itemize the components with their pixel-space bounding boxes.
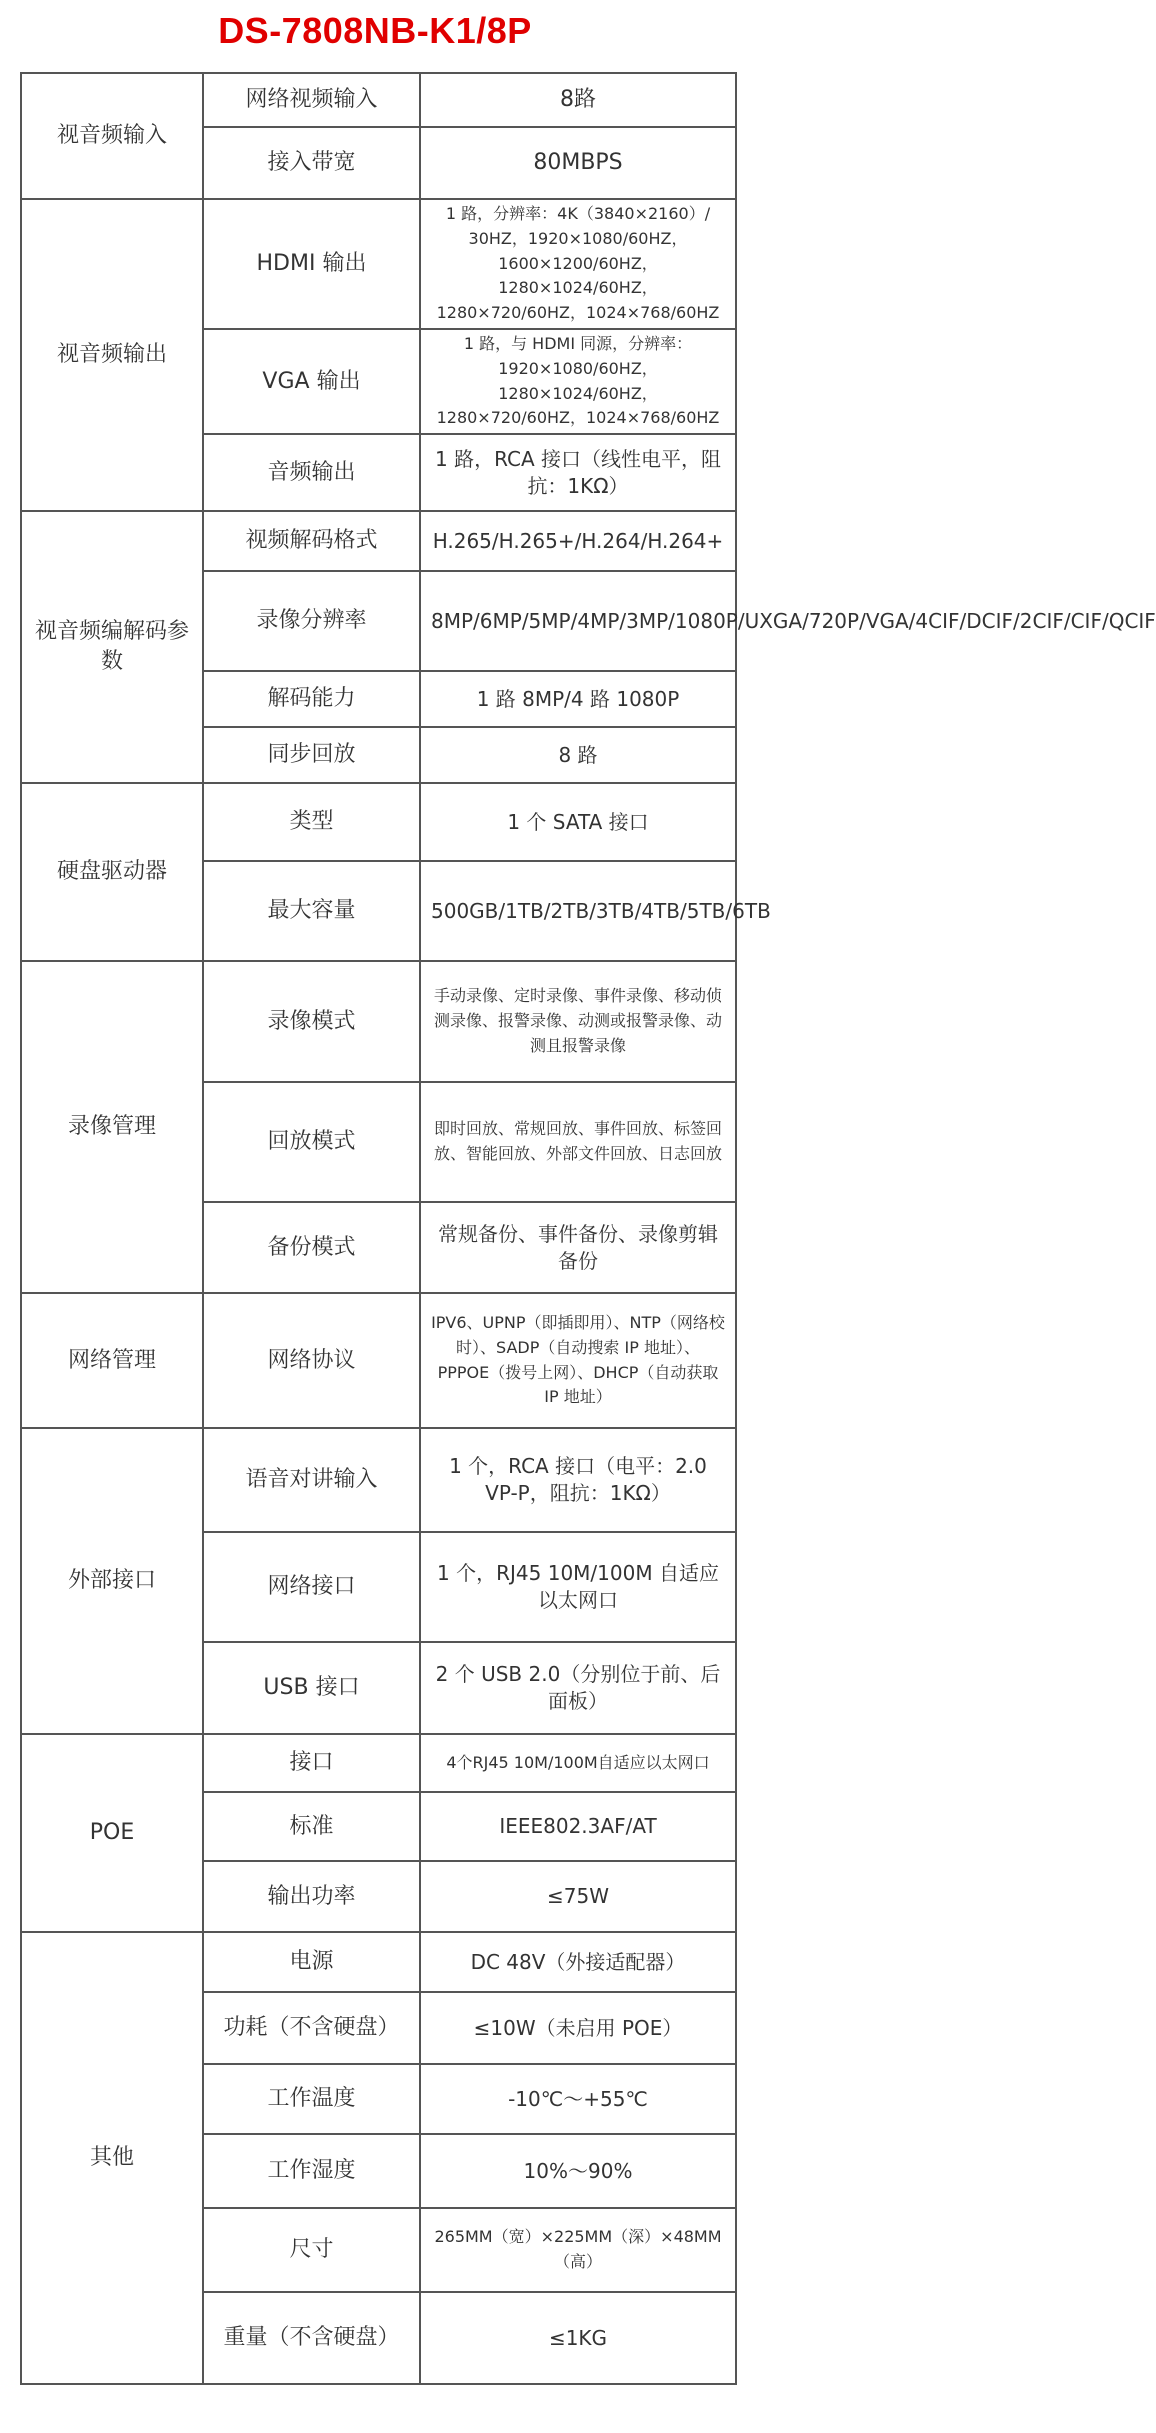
param-label: 类型 (203, 783, 420, 861)
table-row (21, 1734, 736, 1792)
param-value: 265MM（宽）×225MM（深）×48MM（高） (420, 2208, 736, 2292)
param-value: DC 48V（外接适配器） (420, 1932, 736, 1992)
param-label: 输出功率 (203, 1861, 420, 1932)
group-network-label: 网络管理 (21, 1293, 203, 1428)
param-label: 备份模式 (203, 1202, 420, 1293)
param-value: 1 路，分辨率：4K（3840×2160）/ 30HZ，1920×1080/60HZ，1600×1200/60HZ，1280×1024/60HZ，1280×720/60HZ，1024×768/60HZ (420, 199, 736, 329)
param-value: H.265/H.265+/H.264/H.264+ (420, 511, 736, 571)
group-codec-label: 视音频编解码参数 (21, 511, 203, 783)
param-label: 重量（不含硬盘） (203, 2292, 420, 2384)
group-external-label: 外部接口 (21, 1428, 203, 1734)
param-label: 接口 (203, 1734, 420, 1792)
group-av-output-label: 视音频输出 (21, 199, 203, 511)
param-label: 录像分辨率 (203, 571, 420, 671)
param-value: ≤1KG (420, 2292, 736, 2384)
table-row (21, 1932, 736, 1992)
param-value: IPV6、UPNP（即插即用）、NTP（网络校时）、SADP（自动搜索 IP 地址）、PPPOE（拨号上网）、DHCP（自动获取 IP 地址） (420, 1293, 736, 1428)
group-av-input-label: 视音频输入 (21, 73, 203, 199)
table-row (21, 199, 736, 329)
param-value: 8 路 (420, 727, 736, 783)
param-value: ≤75W (420, 1861, 736, 1932)
table-row (21, 1428, 736, 1532)
param-label: 最大容量 (203, 861, 420, 961)
param-label: 功耗（不含硬盘） (203, 1992, 420, 2064)
table-row (21, 961, 736, 1082)
param-value: 1 路，RCA 接口（线性电平，阻抗：1KΩ） (420, 434, 736, 511)
param-label: HDMI 输出 (203, 199, 420, 329)
param-value: 常规备份、事件备份、录像剪辑备份 (420, 1202, 736, 1293)
param-value: 手动录像、定时录像、事件录像、移动侦测录像、报警录像、动测或报警录像、动测且报警录像 (420, 961, 736, 1082)
param-label: 网络接口 (203, 1532, 420, 1642)
table-row (21, 783, 736, 861)
param-label: 视频解码格式 (203, 511, 420, 571)
table-row (21, 73, 736, 127)
param-label: 接入带宽 (203, 127, 420, 199)
param-value: 8MP/6MP/5MP/4MP/3MP/1080P/UXGA/720P/VGA/4CIF/DCIF/2CIF/CIF/QCIF (420, 571, 736, 671)
param-value: 2 个 USB 2.0（分别位于前、后面板） (420, 1642, 736, 1734)
group-record-label: 录像管理 (21, 961, 203, 1293)
param-value: 4个RJ45 10M/100M自适应以太网口 (420, 1734, 736, 1792)
param-label: 同步回放 (203, 727, 420, 783)
table-row (21, 511, 736, 571)
spec-table (20, 72, 1156, 2385)
param-label: 语音对讲输入 (203, 1428, 420, 1532)
param-value: 1 个，RCA 接口（电平：2.0 VP-P，阻抗：1KΩ） (420, 1428, 736, 1532)
param-value: 10%～90% (420, 2134, 736, 2208)
param-label: 网络协议 (203, 1293, 420, 1428)
param-value: 500GB/1TB/2TB/3TB/4TB/5TB/6TB (420, 861, 736, 961)
param-label: 电源 (203, 1932, 420, 1992)
param-label: VGA 输出 (203, 329, 420, 434)
param-label: 工作湿度 (203, 2134, 420, 2208)
param-label: 录像模式 (203, 961, 420, 1082)
param-value: 80MBPS (420, 127, 736, 199)
param-label: 解码能力 (203, 671, 420, 727)
param-label: 网络视频输入 (203, 73, 420, 127)
page-title: DS-7808NB-K1/8P (218, 10, 532, 51)
param-label: 标准 (203, 1792, 420, 1861)
param-value: 1 路，与 HDMI 同源，分辨率：1920×1080/60HZ，1280×1024/60HZ，1280×720/60HZ，1024×768/60HZ (420, 329, 736, 434)
param-label: 音频输出 (203, 434, 420, 511)
group-other-label: 其他 (21, 1932, 203, 2384)
param-label: 尺寸 (203, 2208, 420, 2292)
param-value: 8路 (420, 73, 736, 127)
param-label: 回放模式 (203, 1082, 420, 1202)
param-value: 1 个 SATA 接口 (420, 783, 736, 861)
param-value: 1 路 8MP/4 路 1080P (420, 671, 736, 727)
group-poe-label: POE (21, 1734, 203, 1932)
param-value: -10℃～+55℃ (420, 2064, 736, 2134)
param-value: ≤10W（未启用 POE） (420, 1992, 736, 2064)
param-value: 即时回放、常规回放、事件回放、标签回放、智能回放、外部文件回放、日志回放 (420, 1082, 736, 1202)
param-label: USB 接口 (203, 1642, 420, 1734)
param-label: 工作温度 (203, 2064, 420, 2134)
param-value: 1 个，RJ45 10M/100M 自适应以太网口 (420, 1532, 736, 1642)
table-row (21, 1293, 736, 1428)
param-value: IEEE802.3AF/AT (420, 1792, 736, 1861)
group-hdd-label: 硬盘驱动器 (21, 783, 203, 961)
